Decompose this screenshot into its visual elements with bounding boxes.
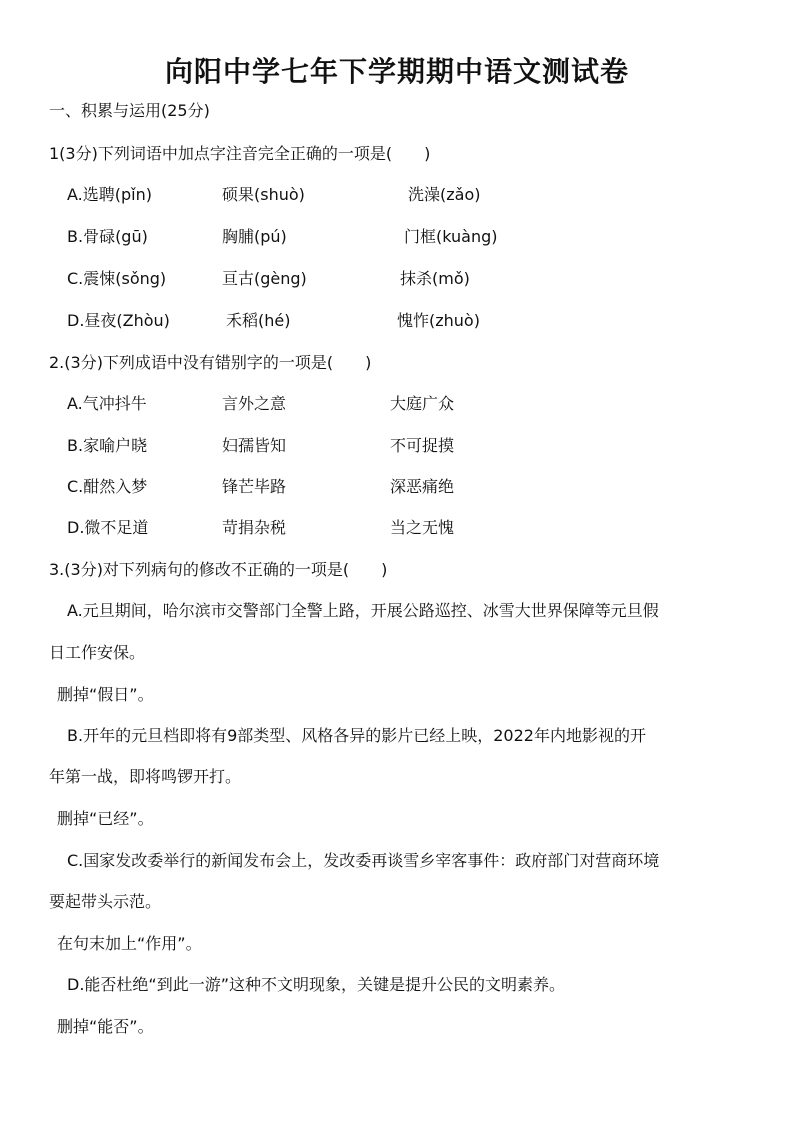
q1-option-d-word2: 禾稻(hé) [226,311,291,330]
q1-option-c-word3: 抹杀(mǒ) [400,269,470,288]
q2-option-d-word3: 当之无愧 [390,518,455,537]
q2-option-a-word3: 大庭广众 [390,394,455,413]
q2-option-d: D.微不足道 [67,518,149,537]
q3-option-d-fix: 删掉“能否”。 [57,1017,154,1036]
q1-option-d-word3: 愧怍(zhuò) [397,311,480,330]
q1-option-a-word3: 洗澡(zǎo) [408,185,481,204]
q3-option-b-fix: 删掉“已经”。 [57,809,154,828]
q3-option-b-line1: B.开年的元旦档即将有9部类型、风格各异的影片已经上映，2022年内地影视的开 [67,726,646,745]
q2-option-c-word2: 锋芒毕路 [222,477,287,496]
section-heading: 一、积累与运用(25分) [49,101,210,120]
q3-option-b-line2: 年第一战，即将鸣锣开打。 [49,767,242,786]
q3-option-d-line1: D.能否杜绝“到此一游”这种不文明现象，关键是提升公民的文明素养。 [67,975,565,994]
page-title: 向阳中学七年下学期期中语文测试卷 [164,55,629,88]
q2-option-b-word3: 不可捉摸 [390,436,455,455]
q2-option-c-word3: 深恶痛绝 [390,477,455,496]
q1-option-c-word2: 亘古(gèng) [222,269,307,288]
question-1-stem: 1(3分)下列词语中加点字注音完全正确的一项是( ) [49,144,431,163]
q1-option-a-word2: 硕果(shuò) [222,185,305,204]
question-2-stem: 2.(3分)下列成语中没有错别字的一项是( ) [49,353,372,372]
q1-option-b-word2: 胸脯(pú) [222,227,287,246]
q2-option-d-word2: 苛捐杂税 [222,518,287,537]
q3-option-a-line2: 日工作安保。 [49,643,146,662]
q3-option-c-fix: 在句末加上“作用”。 [57,934,202,953]
q2-option-c: C.酣然入梦 [67,477,148,496]
q1-option-a: A.选聘(pǐn) [67,185,152,204]
q3-option-a-line1: A.元旦期间，哈尔滨市交警部门全警上路，开展公路巡控、冰雪大世界保障等元旦假 [67,601,659,620]
q2-option-b: B.家喻户晓 [67,436,148,455]
q1-option-b: B.骨碌(gū) [67,227,148,246]
q3-option-c-line2: 要起带头示范。 [49,892,162,911]
q2-option-a-word2: 言外之意 [222,394,287,413]
q2-option-b-word2: 妇孺皆知 [222,436,287,455]
q3-option-a-fix: 删掉“假日”。 [57,685,154,704]
q1-option-c: C.震悚(sǒng) [67,269,167,288]
q1-option-b-word3: 门框(kuàng) [404,227,498,246]
q1-option-d: D.昼夜(Zhòu) [67,311,170,330]
q2-option-a: A.气冲抖牛 [67,394,147,413]
q3-option-c-line1: C.国家发改委举行的新闻发布会上，发改委再谈雪乡宰客事件：政府部门对营商环境 [67,851,660,870]
question-3-stem: 3.(3分)对下列病句的修改不正确的一项是( ) [49,560,388,579]
